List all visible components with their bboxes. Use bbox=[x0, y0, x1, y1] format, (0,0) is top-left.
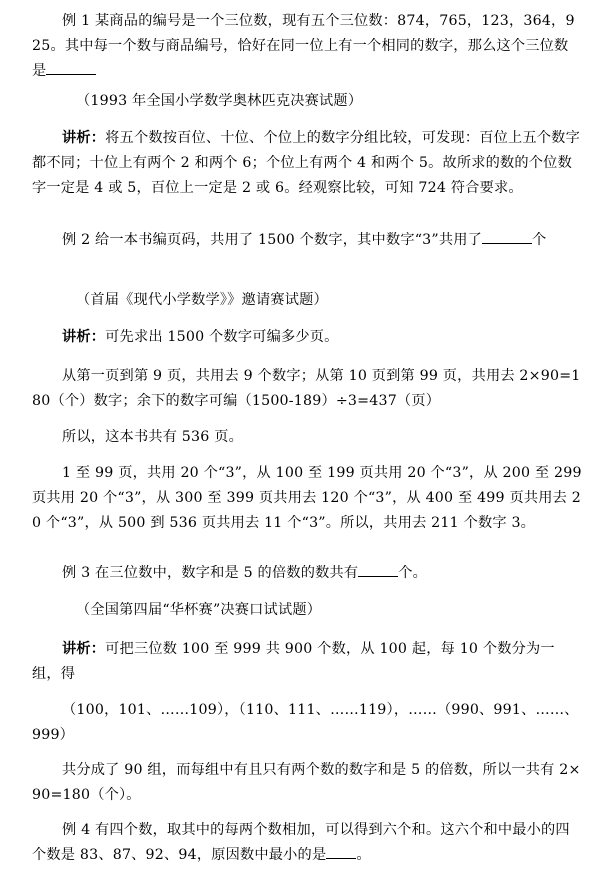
example-2 bbox=[32, 228, 582, 253]
analysis-text: 将五个数按百位、十位、个位上的数字分组比较，可发现：百位上五个数字都不同；十位上有两个 2 和两个 6；个位上有两个 4 和两个 5。故所求的数的个位数字一定是 4 或 5，百位上一定是 2 或 6。经观察比较，可知 724 符合要求。 bbox=[32, 130, 580, 196]
example-2-paragraph: 从第一页到第 9 页，共用去 9 个数字；从第 10 页到第 99 页，共用去 2×90=180（个）数字；余下的数字可编（1500-189）÷3=437（页） bbox=[32, 368, 581, 409]
example-1-source: （1993 年全国小学数学奥林匹克决赛试题） bbox=[76, 93, 363, 109]
answer-blank-3[interactable] bbox=[358, 562, 398, 577]
example-3-text: 例 3 在三位数中，数字和是 5 的倍数的数共有 bbox=[62, 565, 359, 581]
example-1 bbox=[32, 9, 582, 84]
analysis-label: 讲析： bbox=[62, 641, 106, 657]
analysis-text: 可把三位数 100 至 999 共 900 个数，从 100 起，每 10 个数分为一组，得 bbox=[32, 641, 555, 682]
example-2-source: （首届《现代小学数学》》邀请赛试题） bbox=[76, 292, 328, 308]
example-3-text-end: 个。 bbox=[398, 565, 428, 581]
example-3-paragraph: 共分成了 90 组，而每组中有且只有两个数的数字和是 5 的倍数，所以一共有 2×90=180（个）。 bbox=[32, 762, 581, 803]
analysis-label: 讲析： bbox=[62, 329, 106, 345]
example-3-source: （全国第四届“华杯赛”决赛口试试题） bbox=[76, 602, 322, 618]
example-4-text-end: 。 bbox=[356, 847, 371, 863]
answer-blank-4[interactable] bbox=[326, 844, 356, 859]
answer-blank-1[interactable] bbox=[46, 60, 96, 75]
example-2-paragraph: 所以，这本书共有 536 页。 bbox=[62, 429, 243, 445]
example-4 bbox=[32, 818, 582, 868]
example-3-analysis bbox=[32, 637, 582, 687]
example-4-text: 例 4 有四个数，取其中的每两个数相加，可以得到六个和。这六个和中最小的四个数是 83、87、92、94，原因数中最小的是 bbox=[32, 822, 570, 863]
example-3 bbox=[32, 561, 582, 586]
analysis-text: 可先求出 1500 个数字可编多少页。 bbox=[105, 329, 339, 345]
example-2-text-end: 个 bbox=[532, 232, 547, 248]
example-1-text: 例 1 某商品的编号是一个三位数，现有五个三位数：874，765，123，364，925。其中每一个数与商品编号，恰好在同一位上有一个相同的数字，那么这个三位数是 bbox=[32, 13, 575, 79]
example-3-groups: （100，101、……109），（110、111、……119），……（990、991、……、999） bbox=[32, 702, 579, 743]
analysis-label: 讲析： bbox=[62, 130, 106, 146]
example-1-analysis bbox=[32, 126, 582, 201]
example-2-analysis bbox=[32, 325, 582, 350]
example-2-paragraph: 1 至 99 页，共用 20 个“3”，从 100 至 199 页共用 20 个“3”，从 200 至 299 页共用 20 个“3”，从 300 至 399 页共用去 120 个“3”，从 400 至 499 页共用去 20 个“3”，从 500 到 536 页共用去 11 个“3”。所以，共用去 211 个数字 3。 bbox=[32, 465, 582, 531]
example-2-text: 例 2 给一本书编页码，共用了 1500 个数字，其中数字“3”共用了 bbox=[62, 232, 483, 248]
answer-blank-2[interactable] bbox=[482, 229, 532, 244]
